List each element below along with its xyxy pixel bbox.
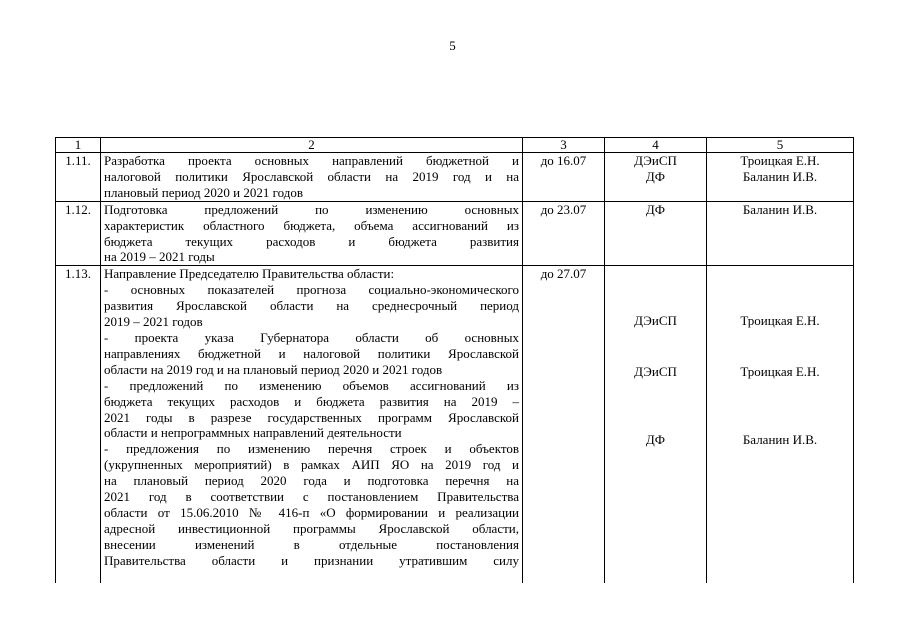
row-responsible xyxy=(707,266,854,584)
responsible-person: Баланин И.В. xyxy=(742,201,818,217)
row-number: 1.12. xyxy=(56,201,101,266)
row-number: 1.11. xyxy=(56,153,101,202)
text-line: области и непрограммных направлений деятельности xyxy=(104,425,402,441)
header-col-2: 2 xyxy=(101,138,523,153)
row-executors xyxy=(605,266,707,584)
header-col-5: 5 xyxy=(707,138,854,153)
executor: ДЭиСП xyxy=(634,364,677,380)
row-responsible xyxy=(707,153,854,202)
text-line: Разработка проекта основных направлений бюджетной и xyxy=(104,153,519,168)
text-line: на плановый период 2020 года и подготовка перечня на xyxy=(104,473,519,489)
text-line: области от 15.06.2010 № 416-п «О формировании и реализации xyxy=(104,504,519,520)
row-executors xyxy=(605,201,707,266)
text-line: - предложений по изменению объемов ассигнований из xyxy=(104,377,519,393)
plan-table xyxy=(55,137,854,583)
text-line: характеристик областного бюджета, объема ассигнований из xyxy=(104,217,519,233)
header-col-3: 3 xyxy=(523,138,605,153)
text-line: области на 2019 год и на плановый период 2020 и 2021 годов xyxy=(104,361,443,377)
row-deadline: до 16.07 xyxy=(523,153,605,202)
table-row xyxy=(56,153,854,202)
responsible-person: Баланин И.В. xyxy=(742,168,818,184)
row-text xyxy=(101,201,523,266)
row-text xyxy=(101,266,523,584)
responsible-person: Троицкая Е.Н. xyxy=(740,153,820,168)
text-line: - проекта указа Губернатора области об основных xyxy=(104,329,519,345)
executor: ДФ xyxy=(645,201,666,217)
text-line: внесении изменений в отдельные постановления xyxy=(104,536,519,552)
row-executors xyxy=(605,153,707,202)
row-number: 1.13. xyxy=(56,266,101,584)
row-deadline: до 23.07 xyxy=(523,201,605,266)
text-line: на 2019 – 2021 годы xyxy=(104,249,215,265)
text-line: Подготовка предложений по изменению основных xyxy=(104,201,519,217)
responsible-person: Троицкая Е.Н. xyxy=(740,313,820,329)
header-col-4: 4 xyxy=(605,138,707,153)
row-text xyxy=(101,153,523,202)
text-line: налоговой политики Ярославской области на 2019 год и на xyxy=(104,168,519,184)
responsible-person: Баланин И.В. xyxy=(742,432,818,448)
responsible-person: Троицкая Е.Н. xyxy=(740,364,820,380)
text-line: (укрупненных мероприятий) в рамках АИП ЯО на 2019 год и xyxy=(104,457,519,473)
executor: ДФ xyxy=(645,168,666,184)
text-line: Правительства области и признании утратившим силу xyxy=(104,552,519,568)
row-responsible xyxy=(707,201,854,266)
table-header-row xyxy=(56,138,854,153)
executor: ДЭиСП xyxy=(634,153,677,168)
text-line: 2021 год в соответствии с постановлением Правительства xyxy=(104,489,519,505)
text-line: адресной инвестиционной программы Ярославской области, xyxy=(104,520,519,536)
text-line: - основных показателей прогноза социально-экономического xyxy=(104,282,519,298)
executor: ДФ xyxy=(645,432,666,448)
text-line: бюджета текущих расходов и бюджета развития на 2019 – xyxy=(104,393,519,409)
text-line: бюджета текущих расходов и бюджета развития xyxy=(104,233,519,249)
table-row xyxy=(56,201,854,266)
text-line: Направление Председателю Правительства области: xyxy=(104,266,395,282)
row-deadline: до 27.07 xyxy=(523,266,605,584)
text-line: плановый период 2020 и 2021 годов xyxy=(104,184,304,200)
text-line: 2019 – 2021 годов xyxy=(104,314,203,330)
table-row xyxy=(56,266,854,584)
text-line: развития Ярославской области на среднесрочный период xyxy=(104,298,519,314)
text-line: направлениях бюджетной и налоговой политики Ярославской xyxy=(104,345,519,361)
text-line: 2021 годы в разрезе государственных программ Ярославской xyxy=(104,409,519,425)
text-line: - предложения по изменению перечня строек и объектов xyxy=(104,441,519,457)
header-col-1: 1 xyxy=(56,138,101,153)
executor: ДЭиСП xyxy=(634,313,677,329)
page-number: 5 xyxy=(449,38,456,53)
